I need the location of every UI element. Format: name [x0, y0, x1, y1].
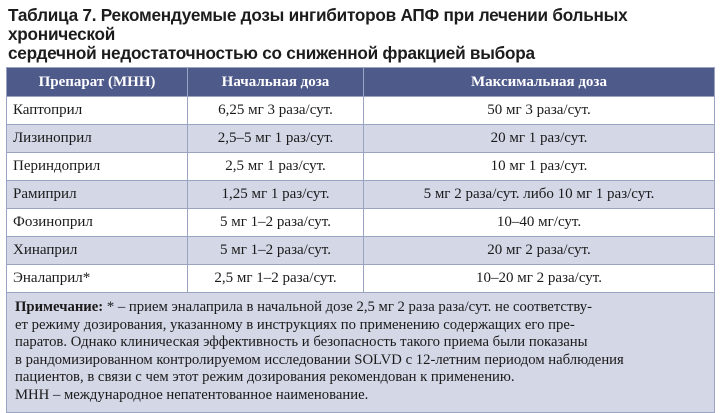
start-dose: 2,5 мг 1 раз/сут.: [188, 153, 364, 181]
header-start-dose: Начальная доза: [188, 68, 364, 97]
drug-name: Лизиноприл: [7, 125, 188, 153]
drug-name: Периндоприл: [7, 153, 188, 181]
table-row: [7, 97, 715, 125]
ace-inhibitor-dose-table: [6, 67, 715, 413]
table-title-line-2: сердечной недостаточностью со сниженной фракцией выбора: [8, 43, 535, 63]
table-note-row: [7, 293, 715, 413]
note-line-5: пациентов, в связи с чем этот режим дозирования рекомендован к применению.: [15, 369, 515, 386]
max-dose: 20 мг 1 раз/сут.: [364, 125, 715, 153]
table-title: [8, 6, 714, 63]
start-dose: 2,5 мг 1–2 раза/сут.: [188, 265, 364, 293]
table-row: [7, 237, 715, 265]
table-row: [7, 153, 715, 181]
max-dose: 50 мг 3 раза/сут.: [364, 97, 715, 125]
drug-name: Хинаприл: [7, 237, 188, 265]
start-dose: 1,25 мг 1 раз/сут.: [188, 181, 364, 209]
table-row: [7, 265, 715, 293]
table-note: [7, 293, 715, 413]
table-title-line-1: Таблица 7. Рекомендуемые дозы ингибиторов АПФ при лечении больных хронической: [8, 5, 628, 44]
drug-name: Фозиноприл: [7, 209, 188, 237]
note-line-3: паратов. Однако клиническая эффективность и безопасность такого приема были показаны: [15, 334, 588, 351]
start-dose: 6,25 мг 3 раза/сут.: [188, 97, 364, 125]
note-line-2: ет режиму дозирования, указанному в инструкциях по применению содержащих его пре-: [15, 316, 575, 333]
max-dose: 10 мг 1 раз/сут.: [364, 153, 715, 181]
table-header-row: [7, 68, 715, 97]
start-dose: 5 мг 1–2 раза/сут.: [188, 237, 364, 265]
start-dose: 5 мг 1–2 раза/сут.: [188, 209, 364, 237]
drug-name: Каптоприл: [7, 97, 188, 125]
drug-name: Рамиприл: [7, 181, 188, 209]
header-max-dose: Максимальная доза: [364, 68, 715, 97]
table-row: [7, 209, 715, 237]
note-line-1: [15, 299, 706, 317]
table-row: [7, 181, 715, 209]
note-text-1: * – прием эналаприла в начальной дозе 2,5 мг 2 раза раза/сут. не соответству-: [103, 299, 593, 315]
max-dose: 5 мг 2 раза/сут. либо 10 мг 1 раз/сут.: [364, 181, 715, 209]
max-dose: 10–40 мг/сут.: [364, 209, 715, 237]
max-dose: 10–20 мг 2 раза/сут.: [364, 265, 715, 293]
table-row: [7, 125, 715, 153]
note-line-6: МНН – международное непатентованное наименование.: [15, 386, 369, 403]
header-drug: Препарат (МНН): [7, 68, 188, 97]
note-line-4: в рандомизированном контролируемом исследовании SOLVD с 12-летним периодом наблюдения: [15, 351, 624, 368]
start-dose: 2,5–5 мг 1 раз/сут.: [188, 125, 364, 153]
max-dose: 20 мг 2 раза/сут.: [364, 237, 715, 265]
note-label: Примечание:: [15, 299, 104, 315]
drug-name: Эналаприл*: [7, 265, 188, 293]
